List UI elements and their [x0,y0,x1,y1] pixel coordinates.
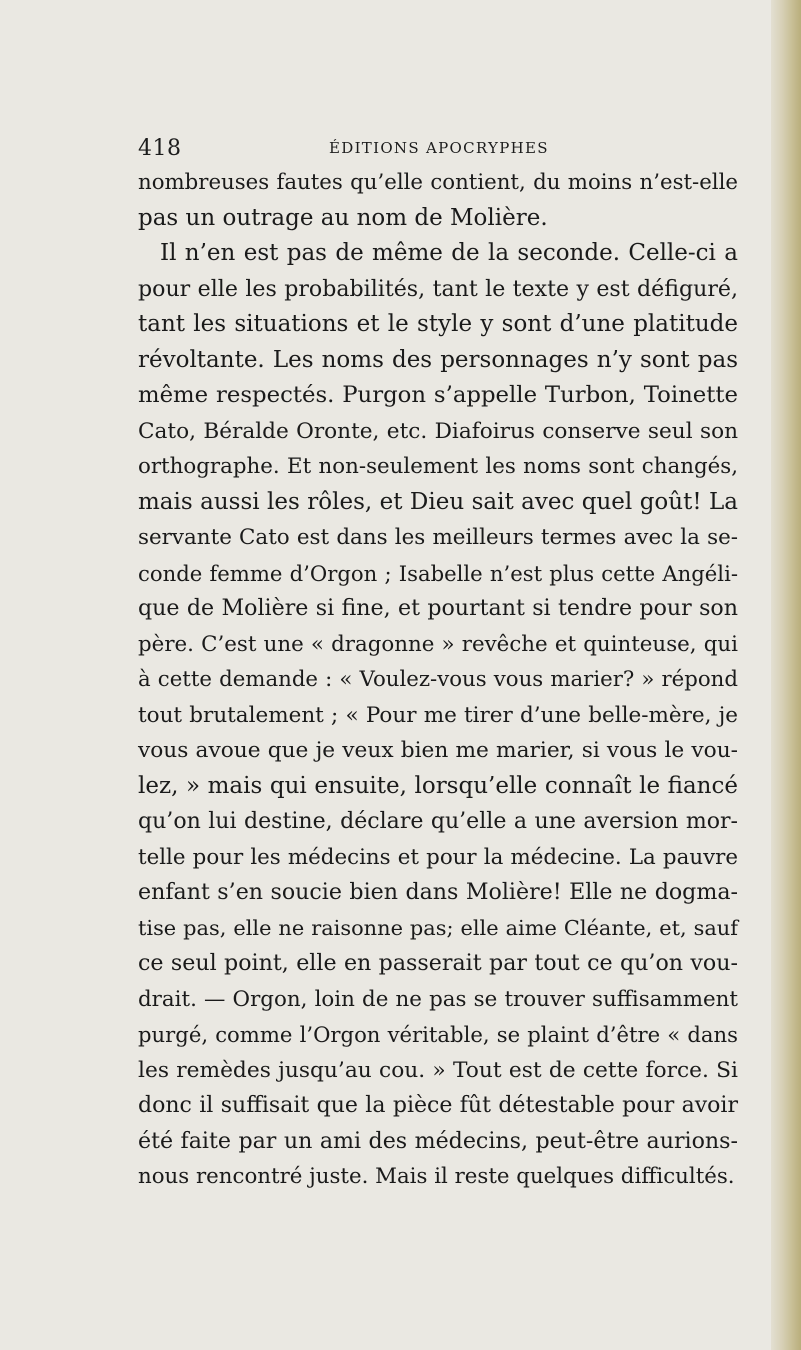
text-line: les remèdes jusqu’au cou. » Tout est de cette force. Si [138,1057,738,1083]
text-line: mais aussi les rôles, et Dieu sait avec quel goût! La [138,488,738,515]
text-line: donc il suffisait que la pièce fût détestable pour avoir [138,1093,738,1118]
text-line: révoltante. Les noms des personnages n’y sont pas [138,346,738,373]
text-line: tise pas, elle ne raisonne pas; elle aime Cléante, et, sauf [138,915,738,940]
text-line: tout brutalement ; « Pour me tirer d’une belle-mère, je [138,702,738,728]
text-line: Il n’en est pas de même de la seconde. Celle-ci a [160,240,738,266]
running-head: ÉDITIONS APOCRYPHES [329,139,549,157]
page-number: 418 [138,136,182,161]
text-line: tant les situations et le style y sont d’une platitude [138,311,738,337]
text-line: père. C’est une « dragonne » revêche et quinteuse, qui [138,631,738,657]
text-line: été faite par un ami des médecins, peut-être aurions- [138,1127,738,1154]
text-line: même respectés. Purgon s’appelle Turbon, Toinette [138,382,738,408]
page-edge [771,0,801,1350]
text-line: que de Molière si fine, et pourtant si tendre pour son [138,595,738,621]
text-line: conde femme d’Orgon ; Isabelle n’est plus cette Angéli- [138,560,738,586]
text-line: qu’on lui destine, déclare qu’elle a une aversion mor- [138,809,738,834]
text-line: orthographe. Et non-seulement les noms sont changés, [138,454,738,479]
text-line: nous rencontré juste. Mais il reste quelques difficultés. [138,1164,735,1189]
text-line: vous avoue que je veux bien me marier, si vous le vou- [138,738,738,763]
text-line: ce seul point, elle en passerait par tout ce qu’on vou- [138,950,738,976]
text-line: drait. — Orgon, loin de ne pas se trouver suffisamment [138,986,738,1012]
text-line: servante Cato est dans les meilleurs termes avec la se- [138,525,738,550]
text-line: enfant s’en soucie bien dans Molière! Elle ne dogma- [138,879,738,905]
text-line: pour elle les probabilités, tant le texte y est défiguré, [138,275,738,302]
text-line: telle pour les médecins et pour la médecine. La pauvre [138,844,738,870]
text-line: nombreuses fautes qu’elle contient, du moins n’est-elle [138,170,738,195]
page-header [138,128,738,168]
text-line: Cato, Béralde Oronte, etc. Diafoirus conserve seul son [138,418,738,444]
text-line: purgé, comme l’Orgon véritable, se plaint d’être « dans [138,1022,738,1047]
body-text [138,165,738,1195]
text-line: pas un outrage au nom de Molière. [138,204,548,231]
text-line: à cette demande : « Voulez-vous vous marier? » répond [138,667,738,692]
text-line: lez, » mais qui ensuite, lorsqu’elle connaît le fiancé [138,772,738,799]
